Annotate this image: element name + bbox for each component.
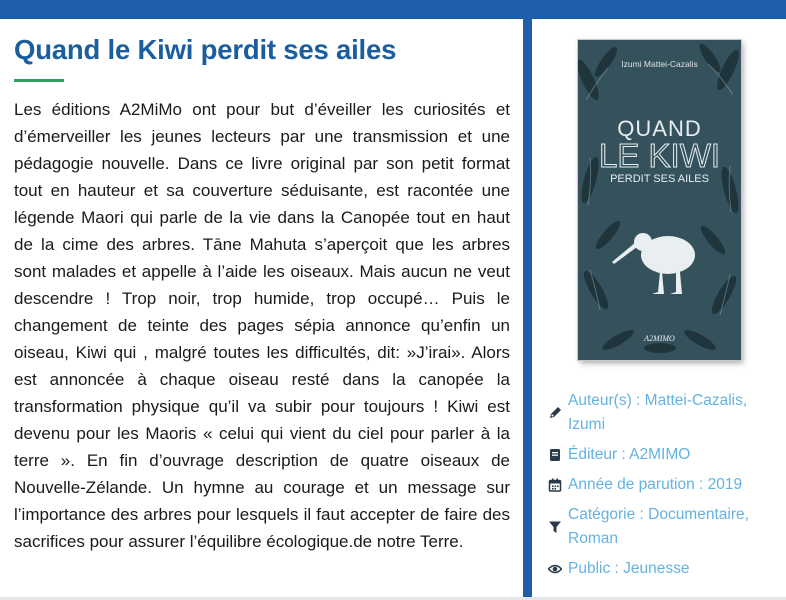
meta-publisher-text: Éditeur : A2MIMO: [568, 446, 691, 463]
book-icon: [548, 448, 562, 462]
cover-title-line3: PERDIT SES AILES: [610, 173, 709, 185]
meta-author-text: Auteur(s) : Mattei-Cazalis, Izumi: [568, 392, 748, 433]
pen-icon: [548, 406, 562, 420]
meta-category-text: Catégorie : Documentaire, Roman: [568, 506, 749, 547]
calendar-icon: [548, 478, 562, 492]
book-cover[interactable]: [578, 40, 741, 360]
book-metadata: [545, 389, 780, 587]
meta-audience-text: Public : Jeunesse: [568, 560, 690, 577]
cover-publisher-mark: A2MIMO: [644, 334, 675, 343]
column-divider: [523, 19, 532, 600]
meta-category[interactable]: [545, 503, 780, 551]
meta-year[interactable]: [545, 473, 780, 497]
meta-publisher[interactable]: [545, 443, 780, 467]
meta-audience[interactable]: [545, 557, 780, 581]
meta-author[interactable]: [545, 389, 780, 437]
cover-title-line1: QUAND: [617, 116, 702, 141]
cover-title-line2: LE KIWI: [598, 137, 721, 174]
title-underline: [14, 79, 64, 82]
top-bar: [0, 0, 786, 19]
cover-author: Izumi Mattei-Cazalis: [621, 59, 698, 69]
article-main: [14, 30, 510, 555]
eye-icon: [548, 562, 562, 576]
article-body: Les éditions A2MiMo ont pour but d’éveiller les curiosités et d’émerveiller les jeunes lecteurs par une transmission et une pédagogie nouvelle. Dans ce livre original par son petit format tout en hauteur et sa couverture séduisante, est racontée une légende Maori qui parle de la vie dans la Canopée tout en haut de la cime des arbres. Tāne Mahuta s’aperçoit que les arbres sont malades et appelle à l’aide les oiseaux. Mais aucun ne veut descendre ! Trop noir, trop humide, trop occupé… Puis le changement de teinte des pages sépia annonce qu’enfin un oiseau, Kiwi qui , malgré toutes les difficultés, dit: »J’irai». Alors est annoncée à chaque oiseau resté dans la canopée la transformation physique qu’il va subir pour toujours ! Kiwi est devenu pour les Maoris « celui qui vient du ciel pour parler à la terre ». En fin d’ouvrage description de quatre oiseaux de Nouvelle-Zélande. Un hymne au courage et un message sur l’importance des arbres pour lesquels il faut accepter de faire des sacrifices pour assurer l’équilibre écologique.de notre Terre.: [14, 100, 510, 551]
filter-icon: [548, 520, 562, 534]
article-title: Quand le Kiwi perdit ses ailes: [14, 34, 397, 65]
meta-year-text: Année de parution : 2019: [568, 476, 743, 493]
